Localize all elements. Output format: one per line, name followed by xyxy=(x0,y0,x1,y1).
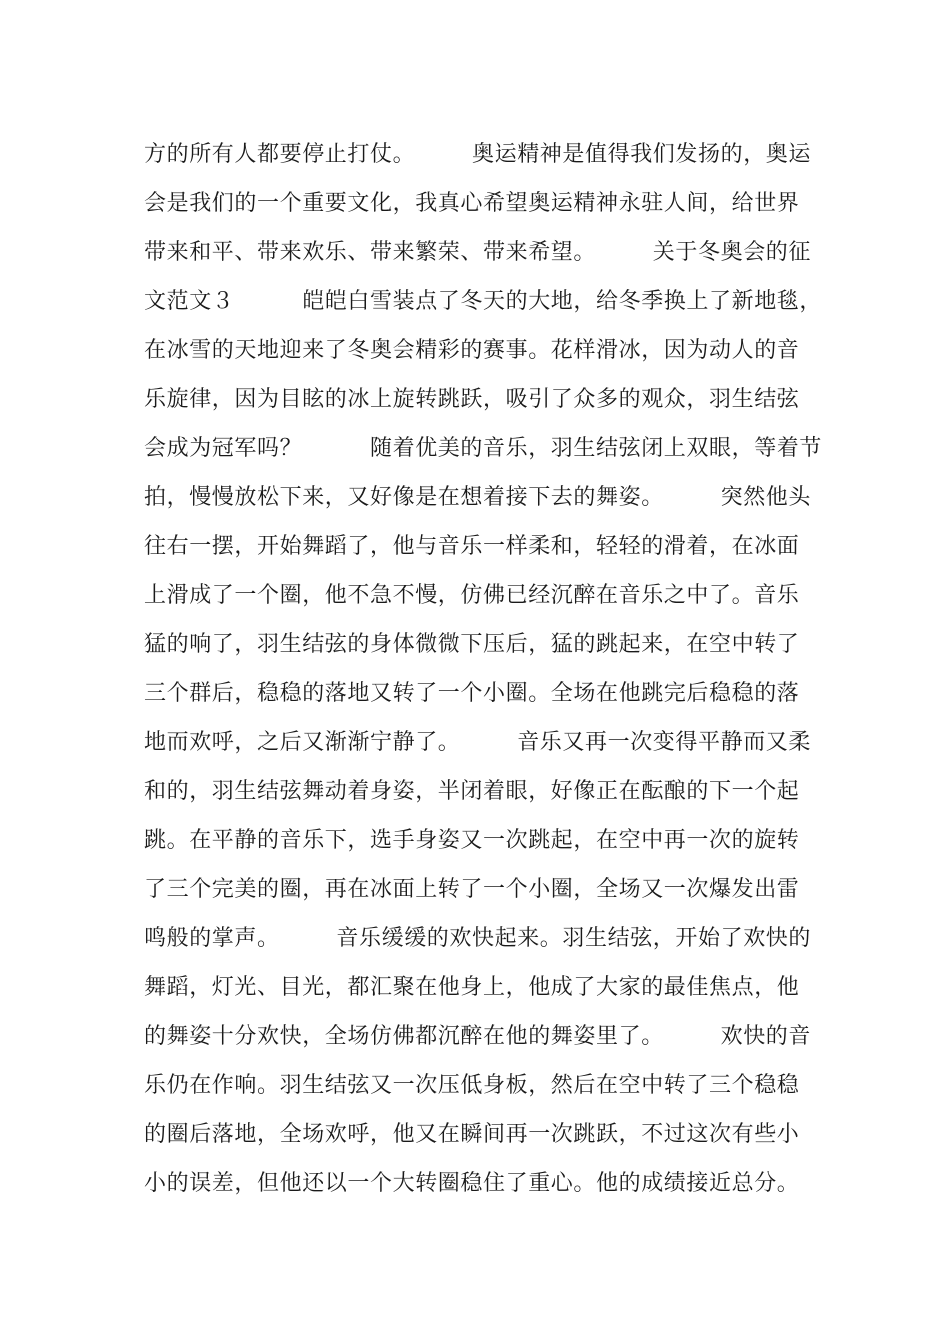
text-line: 文范文３ 皑皑白雪装点了冬天的大地，给冬季换上了新地毯， xyxy=(144,289,823,314)
text-line: 猛的响了，羽生结弦的身体微微下压后，猛的跳起来，在空中转了 xyxy=(144,632,800,657)
text-line: 的舞姿十分欢快，全场仿佛都沉醉在他的舞姿里了。 欢快的音 xyxy=(144,1024,812,1049)
text-line: 方的所有人都要停止打仗。 奥运精神是值得我们发扬的，奥运 xyxy=(144,142,812,167)
text-line: 乐仍在作响。羽生结弦又一次压低身板，然后在空中转了三个稳稳 xyxy=(144,1073,800,1098)
body-text xyxy=(144,130,824,1208)
text-line: 上滑成了一个圈，他不急不慢，仿佛已经沉醉在音乐之中了。音乐 xyxy=(144,583,800,608)
text-line: 带来和平、带来欢乐、带来繁荣、带来希望。 关于冬奥会的征 xyxy=(144,240,812,265)
text-line: 在冰雪的天地迎来了冬奥会精彩的赛事。花样滑冰，因为动人的音 xyxy=(144,338,800,363)
text-line: 鸣般的掌声。 音乐缓缓的欢快起来。羽生结弦，开始了欢快的 xyxy=(144,926,812,951)
text-line: 三个群后，稳稳的落地又转了一个小圈。全场在他跳完后稳稳的落 xyxy=(144,681,800,706)
text-line: 拍，慢慢放松下来，又好像是在想着接下去的舞姿。 突然他头 xyxy=(144,485,812,510)
text-line: 了三个完美的圈，再在冰面上转了一个小圈，全场又一次爆发出雷 xyxy=(144,877,800,902)
text-line: 跳。在平静的音乐下，选手身姿又一次跳起，在空中再一次的旋转 xyxy=(144,828,800,853)
text-line: 的圈后落地，全场欢呼，他又在瞬间再一次跳跃，不过这次有些小 xyxy=(144,1122,800,1147)
text-line: 和的，羽生结弦舞动着身姿，半闭着眼，好像正在酝酿的下一个起 xyxy=(144,779,800,804)
text-line: 乐旋律，因为目眩的冰上旋转跳跃，吸引了众多的观众，羽生结弦 xyxy=(144,387,800,412)
text-line: 地而欢呼，之后又渐渐宁静了。 音乐又再一次变得平静而又柔 xyxy=(144,730,812,755)
text-line: 小的误差，但他还以一个大转圈稳住了重心。他的成绩接近总分。 xyxy=(144,1171,800,1196)
text-line: 舞蹈，灯光、目光，都汇聚在他身上，他成了大家的最佳焦点，他 xyxy=(144,975,800,1000)
text-line: 会是我们的一个重要文化，我真心希望奥运精神永驻人间，给世界 xyxy=(144,191,800,216)
text-line: 往右一摆，开始舞蹈了，他与音乐一样柔和，轻轻的滑着，在冰面 xyxy=(144,534,800,559)
text-line: 会成为冠军吗？ 随着优美的音乐，羽生结弦闭上双眼，等着节 xyxy=(144,436,823,461)
